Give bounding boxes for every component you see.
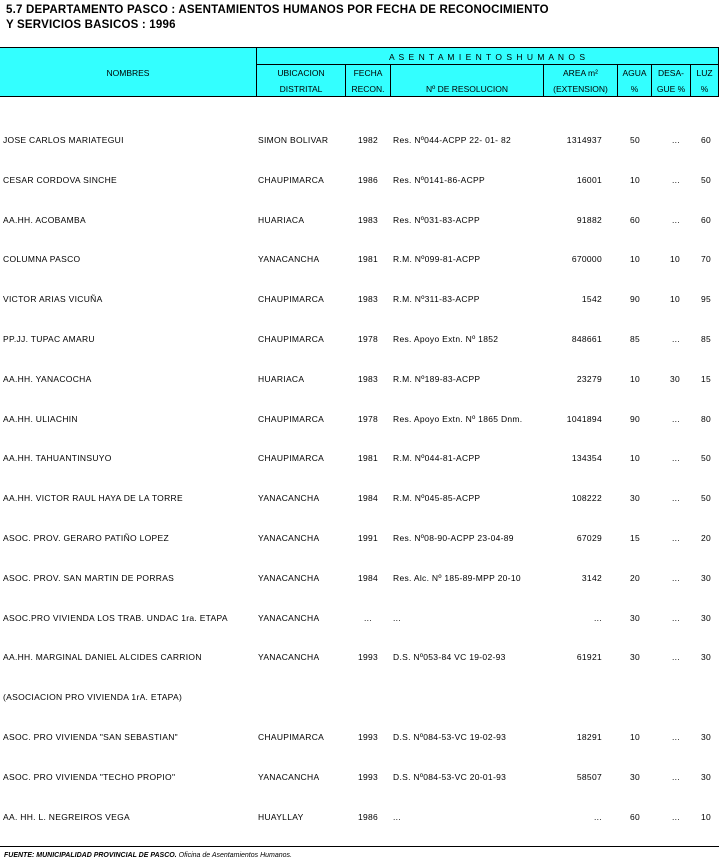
cell-agua: 10: [629, 175, 640, 185]
cell-fecha: ...: [364, 613, 372, 623]
cell-luz: 85: [700, 334, 711, 344]
cell-ubicacion: CHAUPIMARCA: [258, 453, 325, 463]
cell-resolucion: R.M. Nº045-85-ACPP: [393, 493, 481, 503]
cell-area: 1542: [581, 294, 602, 304]
cell-agua: 90: [629, 414, 640, 424]
cell-agua: 10: [629, 453, 640, 463]
header-fecha: FECHA: [353, 68, 383, 78]
cell-desague: ...: [672, 135, 680, 145]
cell-desague: ...: [672, 175, 680, 185]
header-agua: AGUA: [622, 68, 647, 78]
cell-fecha: 1983: [357, 215, 379, 225]
cell-desague: ...: [672, 215, 680, 225]
cell-agua: 90: [629, 294, 640, 304]
cell-resolucion: Res. Nº031-83-ACPP: [393, 215, 480, 225]
header-desague: DESA-: [658, 68, 684, 78]
cell-fecha: 1991: [357, 533, 379, 543]
cell-ubicacion: YANACANCHA: [258, 772, 320, 782]
cell-desague: ...: [672, 334, 680, 344]
footer-divider: [0, 846, 719, 847]
cell-luz: 60: [700, 215, 711, 225]
cell-desague: ...: [672, 493, 680, 503]
cell-ubicacion: HUAYLLAY: [258, 812, 304, 822]
cell-luz: 30: [700, 652, 711, 662]
cell-agua: 85: [629, 334, 640, 344]
cell-luz: 50: [700, 175, 711, 185]
header-agua-2: %: [630, 84, 639, 94]
header-area: AREA m²: [563, 68, 598, 78]
cell-resolucion: D.S. Nº053-84 VC 19-02-93: [393, 652, 506, 662]
cell-agua: 60: [629, 812, 640, 822]
cell-agua: 30: [629, 652, 640, 662]
cell-area: 58507: [576, 772, 602, 782]
cell-resolucion: Res. Alc. Nº 185-89-MPP 20-10: [393, 573, 521, 583]
cell-nombre: CESAR CORDOVA SINCHE: [3, 175, 118, 185]
cell-desague: 30: [669, 374, 680, 384]
header-fecha-2: RECON.: [351, 84, 385, 94]
table-header: [0, 47, 719, 97]
cell-fecha: 1981: [357, 453, 379, 463]
cell-ubicacion: CHAUPIMARCA: [258, 334, 325, 344]
cell-luz: 50: [700, 453, 711, 463]
cell-fecha: 1993: [357, 652, 379, 662]
cell-nombre: COLUMNA PASCO: [3, 254, 81, 264]
cell-nombre: AA.HH. TAHUANTINSUYO: [3, 453, 112, 463]
cell-desague: ...: [672, 732, 680, 742]
cell-ubicacion: YANACANCHA: [258, 573, 320, 583]
cell-desague: ...: [672, 652, 680, 662]
cell-ubicacion: HUARIACA: [258, 215, 305, 225]
cell-nombre: JOSE CARLOS MARIATEGUI: [3, 135, 124, 145]
cell-resolucion: R.M. Nº189-83-ACPP: [393, 374, 481, 384]
cell-resolucion: Res. Nº0141-86-ACPP: [393, 175, 485, 185]
cell-luz: 30: [700, 732, 711, 742]
cell-agua: 20: [629, 573, 640, 583]
header-luz-2: %: [700, 84, 709, 94]
cell-desague: ...: [672, 573, 680, 583]
cell-ubicacion: CHAUPIMARCA: [258, 175, 325, 185]
cell-nombre: AA.HH. MARGINAL DANIEL ALCIDES CARRION: [3, 652, 202, 662]
cell-agua: 30: [629, 613, 640, 623]
cell-agua: 15: [629, 533, 640, 543]
header-group: A S E N T A M I E N T O S H U M A N O S: [388, 52, 587, 62]
header-ubicacion-2: DISTRITAL: [279, 84, 323, 94]
page-subtitle: Y SERVICIOS BASICOS : 1996: [6, 19, 176, 31]
cell-ubicacion: YANACANCHA: [258, 652, 320, 662]
cell-ubicacion: YANACANCHA: [258, 613, 320, 623]
cell-desague: ...: [672, 812, 680, 822]
cell-fecha: 1993: [357, 732, 379, 742]
header-ubicacion: UBICACION: [277, 68, 325, 78]
cell-resolucion: D.S. Nº084-53-VC 19-02-93: [393, 732, 507, 742]
cell-desague: ...: [672, 414, 680, 424]
cell-fecha: 1982: [357, 135, 379, 145]
page-title: 5.7 DEPARTAMENTO PASCO : ASENTAMIENTOS HUMANOS POR FECHA DE RECONOCIMIENTO: [6, 4, 549, 16]
cell-desague: ...: [672, 772, 680, 782]
cell-area: ...: [594, 613, 602, 623]
cell-resolucion: Res. Nº08-90-ACPP 23-04-89: [393, 533, 514, 543]
cell-area: 670000: [571, 254, 602, 264]
cell-area: 108222: [571, 493, 602, 503]
cell-desague: ...: [672, 453, 680, 463]
cell-ubicacion: YANACANCHA: [258, 493, 320, 503]
cell-agua: 30: [629, 772, 640, 782]
cell-area: 3142: [581, 573, 602, 583]
cell-area: 134354: [571, 453, 602, 463]
cell-luz: 20: [700, 533, 711, 543]
cell-agua: 30: [629, 493, 640, 503]
cell-area: 1041894: [566, 414, 602, 424]
cell-fecha: 1983: [357, 374, 379, 384]
cell-luz: 80: [700, 414, 711, 424]
cell-fecha: 1984: [357, 573, 379, 583]
cell-agua: 10: [629, 374, 640, 384]
cell-nombre: ASOC. PROV. SAN MARTIN DE PORRAS: [3, 573, 175, 583]
cell-resolucion: Res. Nº044-ACPP 22- 01- 82: [393, 135, 511, 145]
cell-fecha: 1984: [357, 493, 379, 503]
cell-nombre: ASOC. PROV. GERARO PATIÑO LOPEZ: [3, 533, 169, 543]
cell-desague: ...: [672, 613, 680, 623]
cell-luz: 15: [700, 374, 711, 384]
cell-area: 18291: [576, 732, 602, 742]
cell-nombre: AA.HH. VICTOR RAUL HAYA DE LA TORRE: [3, 493, 183, 503]
cell-ubicacion: YANACANCHA: [258, 533, 320, 543]
cell-nombre: (ASOCIACION PRO VIVIENDA 1rA. ETAPA): [3, 692, 183, 702]
cell-nombre: ASOC. PRO VIVIENDA "TECHO PROPIO": [3, 772, 176, 782]
header-area-2: (EXTENSION): [553, 84, 608, 94]
cell-fecha: 1986: [357, 175, 379, 185]
cell-desague: 10: [669, 294, 680, 304]
header-resolucion: Nº DE RESOLUCION: [426, 84, 508, 94]
cell-fecha: 1983: [357, 294, 379, 304]
cell-nombre: ASOC.PRO VIVIENDA LOS TRAB. UNDAC 1ra. ETAPA: [3, 613, 228, 623]
cell-luz: 95: [700, 294, 711, 304]
cell-luz: 30: [700, 772, 711, 782]
cell-resolucion: R.M. Nº311-83-ACPP: [393, 294, 480, 304]
cell-area: 61921: [576, 652, 602, 662]
cell-agua: 10: [629, 254, 640, 264]
cell-luz: 70: [700, 254, 711, 264]
cell-desague: 10: [669, 254, 680, 264]
cell-nombre: VICTOR ARIAS VICUÑA: [3, 294, 103, 304]
cell-fecha: 1986: [357, 812, 379, 822]
cell-luz: 30: [700, 613, 711, 623]
cell-agua: 60: [629, 215, 640, 225]
header-nombres: NOMBRES: [106, 68, 150, 78]
cell-resolucion: Res. Apoyo Extn. Nº 1865 Dnm.: [393, 414, 523, 424]
header-desague-2: GUE %: [656, 84, 686, 94]
cell-area: ...: [594, 812, 602, 822]
cell-desague: ...: [672, 533, 680, 543]
cell-luz: 60: [700, 135, 711, 145]
cell-resolucion: ...: [393, 613, 401, 623]
cell-agua: 10: [629, 732, 640, 742]
cell-resolucion: D.S. Nº084-53-VC 20-01-93: [393, 772, 507, 782]
cell-fecha: 1981: [357, 254, 379, 264]
cell-fecha: 1978: [357, 414, 379, 424]
cell-nombre: ASOC. PRO VIVIENDA "SAN SEBASTIAN": [3, 732, 178, 742]
cell-fecha: 1978: [357, 334, 379, 344]
cell-ubicacion: CHAUPIMARCA: [258, 732, 325, 742]
cell-ubicacion: CHAUPIMARCA: [258, 414, 325, 424]
cell-ubicacion: CHAUPIMARCA: [258, 294, 325, 304]
cell-resolucion: R.M. Nº099-81-ACPP: [393, 254, 481, 264]
cell-luz: 50: [700, 493, 711, 503]
cell-nombre: PP.JJ. TUPAC AMARU: [3, 334, 95, 344]
source-note: FUENTE: MUNICIPALIDAD PROVINCIAL DE PASCO. Oficina de Asentamientos Humanos.: [4, 852, 292, 859]
cell-luz: 10: [700, 812, 711, 822]
cell-area: 91882: [576, 215, 602, 225]
cell-area: 1314937: [566, 135, 602, 145]
cell-resolucion: R.M. Nº044-81-ACPP: [393, 453, 481, 463]
cell-area: 848661: [571, 334, 602, 344]
cell-nombre: AA.HH. ACOBAMBA: [3, 215, 86, 225]
cell-resolucion: ...: [393, 812, 401, 822]
cell-nombre: AA. HH. L. NEGREIROS VEGA: [3, 812, 131, 822]
cell-nombre: AA.HH. ULIACHIN: [3, 414, 78, 424]
cell-area: 23279: [576, 374, 602, 384]
cell-resolucion: Res. Apoyo Extn. Nº 1852: [393, 334, 499, 344]
cell-luz: 30: [700, 573, 711, 583]
cell-ubicacion: SIMON BOLIVAR: [258, 135, 329, 145]
cell-area: 16001: [576, 175, 602, 185]
cell-ubicacion: YANACANCHA: [258, 254, 320, 264]
cell-agua: 50: [629, 135, 640, 145]
cell-area: 67029: [576, 533, 602, 543]
cell-fecha: 1993: [357, 772, 379, 782]
cell-ubicacion: HUARIACA: [258, 374, 305, 384]
header-luz: LUZ: [696, 68, 713, 78]
cell-nombre: AA.HH. YANACOCHA: [3, 374, 92, 384]
